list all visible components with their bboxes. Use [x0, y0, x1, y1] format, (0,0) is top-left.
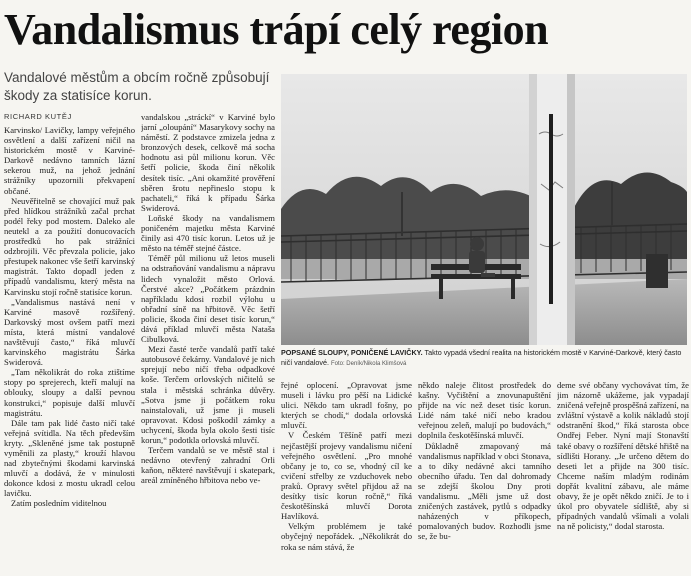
article-column-2 — [141, 112, 275, 576]
paragraph: „Tam několikrát do roka ztištíme stopy po sprejerech, kteří malují na obloukу, sloupy a další pevnou konstrukci,“ popisuje další mluvčí magistrátu. — [4, 367, 135, 418]
paragraph: Loňské škody na vandalismem poničeném majetku města Karviné činily asi 470 tisíc korun. Letos už je město na téměř stejné částce. — [141, 212, 275, 254]
bridge-photo-illustration — [281, 74, 687, 345]
paragraph: vandalskou „stráckí“ v Karviné bylo jarní „oloupání“ Masarykovy sochy na náměstí. Z podstavce zmizela jedna z bronzových desek, celkově má socha hodnotu asi půl milionu korun. Věc šetří policie, škoda činí několik desítek tisíc. „Ani okamžité prověření sběren šrotu nepřineslo stopu k pachateli,“ říká k případu Šárka Swiderová. — [141, 112, 275, 213]
paragraph: Karvinsko/ Lavičky, lampy veřejného osvětlení a další zařízení ničil na historickém mostě v Karviné-Darkově nedávno tamních lázní sekerou muž, na jehož jednání strážníky upozornili překvapení občané. — [4, 125, 135, 196]
paragraph: Zatím posledním viditelnou — [11, 498, 107, 509]
article-byline: RICHARD KUTĚJ — [4, 112, 72, 121]
paragraph: deme své občany vychovávat tím, že jim názorně ukážeme, jak vypadají zničená veřejně prospěšná zařízení, na zvláštní výstavě a kolik nákladů stojí odstranění škod,“ říká starosta obce Ondřej Feber. Nyní mají Stonavští také obavy o rozšíření dětské hřiště na sídlišti Horany. „Je určeno dětem do deseti let a přijde na 300 tisíc. Chceme naším mladým rodinám dopřát kvalitní zábavu, ale máme obavy, že je opět někdo zničí. Je to i úkol pro obyvatele sídliště, aby si případných vandalů všímali a volali na ně policisty,“ dodal starosta. — [557, 380, 689, 532]
paragraph: Důkladně zmapovaný má vandalismus například v obci Stonava, a to díky nedávné akci tamního obecního úřadu. Ten dal dohromady se zdejší školou Dny proti vandalismu. „Měli jsme už dost zničených zastávek, pytlů s odpadky naházených v příkopech, pomalovaných budov. Rozhodli jsme se, že bu- — [418, 440, 551, 542]
paragraph: V Českém Těšíně patří mezi nejčastější projevy vandalismu ničení veřejného osvětlení. „Pro mnohé občany je to, co se, vhodný cíl ke cvičení střelby ze vzduchovek nebo praků. Opravy světel přijdou až na desítky tisíc korun ročně,“ říká českotěšínská mluvčí Dorota Havlíková. — [281, 430, 412, 522]
article-column-4 — [418, 380, 551, 576]
paragraph: „Vandalismus nastává není v Karviné masově rozšířený. Darkovský most ovšem patří mezi místa, která místní vandalové navštěvují často,“ říká mluvčí karvinského magistrátu Šárka Swiderová. — [4, 296, 135, 368]
photo-credit: Foto: Deník/Nikola Klimšová — [330, 360, 407, 367]
paragraph: Terčem vandalů se ve městě stal i nedávno otevřený zahradní Orli kaňon, některé navštěvují i skatepark, areál zmíněného hřbitova nebo ve- — [141, 445, 275, 486]
paragraph: Téměř půl milionu už letos museli na odstraňování vandalismu a nápravu lidech vynaložit město Orlová. Čerstvé akce? „Počátkem prázdnin napříkladu kdosi rozbil výlohu u obřadní síně na hřbitově. Věc šetří policie, škoda činí deset tisíc korun,“ dává příklad mluvčí města Nataša Cibulková. — [141, 253, 275, 345]
article-column-5 — [557, 380, 689, 576]
paragraph: řejné oplocení. „Opravovat jsme museli i lávku pro pěší na Lidické ulici. Někdo tam ukradl fošny, po kterých se chodí,“ dodala orlovská mluvčí. — [281, 380, 412, 431]
paragraph: Dále tam pak lidé často ničí také veřejná svítidla. Na těch především kryty. „Skleněné jsme tak postupně vyměnili za plasty,“ krouží hlavou nad zbytečnými škodami karvinská mluvčí a dodává, že v minulosti dokonce kdosi z mostu ukradl celou lavičku. — [4, 417, 135, 499]
article-headline: Vandalismus trápí celý region — [4, 5, 549, 54]
article-column-1 — [4, 125, 135, 576]
paragraph: Velkým problémem je také obyčejný nepořádek. „Několikrát do roka se nám stává, že — [281, 521, 412, 552]
photo-caption — [281, 348, 687, 369]
article-photo — [281, 74, 687, 345]
article-column-3 — [281, 380, 412, 576]
caption-lead: POPSANÉ SLOUPY, PONIČENÉ LAVIČKY. — [281, 348, 423, 357]
article-subtitle: Vandalové městům a obcím ročně způsobují škody za statisíce korun. — [4, 70, 270, 103]
paragraph: Mezi časté terče vandalů patří také autobusové čekárny. Vandalové je nich sprejují nebo ničí třeba odpadkové koše. Terčem orlovských ničitelů se stala i městská schránka důvěry. „Sotva jsme ji počátkem roku nainstalovali, už jsme ji museli opravovat. Kdosi poškodil zámky a uchycení, škoda byla okolo šesti tisíc korun,“ podotkla orlovská mluvčí. — [141, 344, 275, 445]
caption-text: Takto vypadá všední realita na historickém mostě v Karviné-Darkově, který často ničí vandalové. — [281, 348, 682, 367]
paragraph: někdo naleje člitost prostředek do kašny. Vyčištění a znovunapuštění přijde na víc než deset tisíc korun. Lidé nám také ničí nebo kradou veřejnou zeleň, malují po budovách,“ doplnila českotěšínská mluvčí. — [418, 380, 551, 441]
paragraph: Neuvěřitelně se chovající muž pak před hlídkou strážníků začal prchat podél řeky pod mostem. Daleko ale neutekl a za použití donucovacích prostředků ho pak strážníci odzbrojili. Věc převzala policie, jako přestupek nakonec vše šetří karvinský magistrát. Takto dopadl jeden z případů vandalismu, který města na Karvinsku stojí ročně statisíce korun. — [4, 195, 135, 297]
